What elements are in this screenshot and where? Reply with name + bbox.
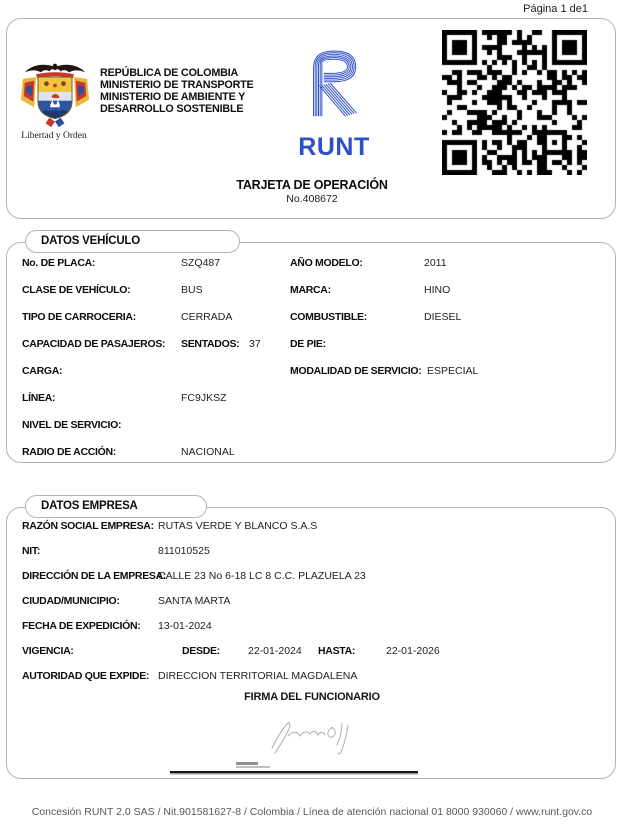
field-value: DIESEL	[424, 311, 462, 323]
field-label: TIPO DE CARROCERIA:	[22, 311, 136, 323]
runt-r-icon	[302, 36, 366, 130]
field-value: 13-01-2024	[158, 620, 212, 632]
field-value: SZQ487	[181, 257, 221, 269]
field-label: DESDE:	[182, 645, 220, 657]
field-label: MODALIDAD DE SERVICIO:	[290, 365, 422, 377]
field-value: HINO	[424, 284, 451, 296]
field-value: 22-01-2024	[248, 645, 302, 657]
field-label: DE PIE:	[290, 338, 326, 350]
field-label: CAPACIDAD DE PASAJEROS:	[22, 338, 166, 350]
field-label: COMBUSTIBLE:	[290, 311, 367, 323]
field-value: ESPECIAL	[427, 365, 479, 377]
signature-heading: FIRMA DEL FUNCIONARIO	[244, 691, 380, 703]
ministry-line: DESARROLLO SOSTENIBLE	[100, 103, 244, 115]
field-label: FECHA DE EXPEDICIÓN:	[22, 620, 141, 632]
field-value: RUTAS VERDE Y BLANCO S.A.S	[158, 520, 318, 532]
field-label: HASTA:	[318, 645, 356, 657]
field-label: CARGA:	[22, 365, 63, 377]
ministry-line: REPÚBLICA DE COLOMBIA	[100, 67, 239, 79]
field-label: LÍNEA:	[22, 392, 56, 404]
ministry-line: MINISTERIO DE AMBIENTE Y	[100, 91, 246, 103]
field-label: CLASE DE VEHÍCULO:	[22, 284, 131, 296]
signature-stamp-micro-text	[236, 762, 258, 765]
field-value: 811010525	[158, 545, 210, 557]
field-value: NACIONAL	[181, 446, 235, 458]
field-value: DIRECCION TERRITORIAL MAGDALENA	[158, 670, 358, 682]
field-label: No. DE PLACA:	[22, 257, 96, 269]
field-label: AUTORIDAD QUE EXPIDE:	[22, 670, 150, 682]
field-label: SENTADOS:	[181, 338, 240, 350]
field-label: RADIO DE ACCIÓN:	[22, 446, 116, 458]
field-label: CIUDAD/MUNICIPIO:	[22, 595, 120, 607]
field-value: 37	[249, 338, 261, 350]
official-signature	[258, 714, 368, 758]
field-value: CERRADA	[181, 311, 233, 323]
signature-line	[170, 771, 418, 773]
coat-of-arms-motto: Libertad y Orden	[21, 131, 87, 141]
card-number: No.408672	[286, 193, 338, 205]
field-label: NIVEL DE SERVICIO:	[22, 419, 122, 431]
field-value: CALLE 23 No 6-18 LC 8 C.C. PLAZUELA 23	[158, 570, 366, 582]
runt-logo	[295, 36, 373, 159]
footer-concession-line: Concesión RUNT 2.0 SAS / Nit.901581627-8 / Colombia / Línea de atención nacional 01 8000 930060 / www.runt.gov.co	[31, 806, 593, 818]
field-label: DIRECCIÓN DE LA EMPRESA:	[22, 570, 167, 582]
field-label: VIGENCIA:	[22, 645, 74, 657]
field-value: BUS	[181, 284, 203, 296]
section-title-company: DATOS EMPRESA	[25, 495, 207, 518]
field-label: NIT:	[22, 545, 41, 557]
field-label: AÑO MODELO:	[290, 257, 363, 269]
section-title-vehicle: DATOS VEHÍCULO	[25, 230, 240, 253]
ministry-line: MINISTERIO DE TRANSPORTE	[100, 79, 254, 91]
runt-wordmark: RUNT	[298, 133, 370, 161]
field-value: 2011	[424, 257, 447, 269]
field-value: SANTA MARTA	[158, 595, 231, 607]
field-label: RAZÓN SOCIAL EMPRESA:	[22, 520, 154, 532]
field-value: FC9JKSZ	[181, 392, 227, 404]
ministry-header	[100, 67, 254, 115]
signature-stamp-micro-text	[236, 766, 270, 768]
qr-code	[442, 30, 587, 175]
field-value: 22-01-2026	[386, 645, 440, 657]
document-title: TARJETA DE OPERACIÓN	[236, 178, 388, 192]
colombia-coat-of-arms-icon	[17, 60, 93, 130]
page-indicator: Página 1 de1	[523, 3, 588, 15]
field-label: MARCA:	[290, 284, 331, 296]
